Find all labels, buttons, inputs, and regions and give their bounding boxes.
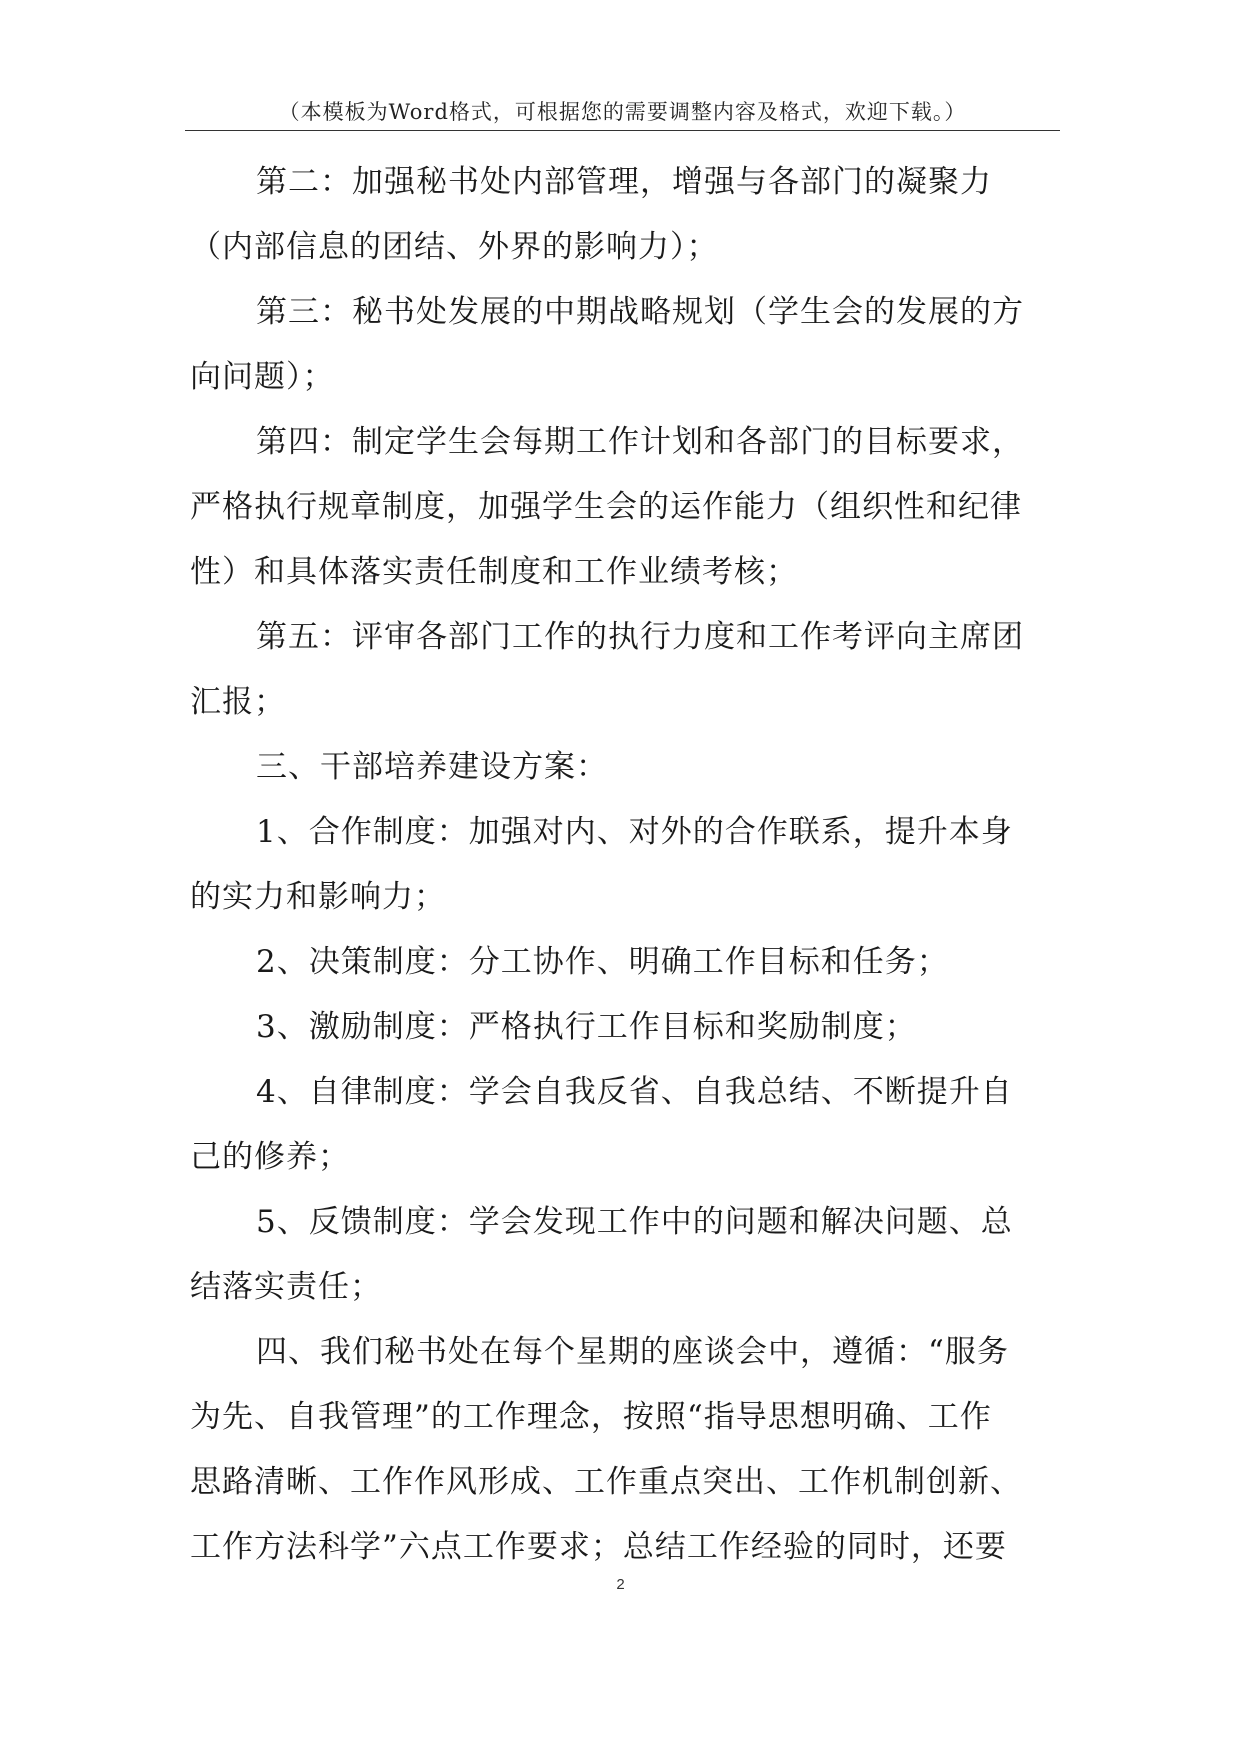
text-line: 工作方法科学”六点工作要求；总结工作经验的同时，还要 xyxy=(190,1529,1007,1565)
text-line: 性）和具体落实责任制度和工作业绩考核； xyxy=(190,554,798,590)
text-line: 2、决策制度：分工协作、明确工作目标和任务； xyxy=(256,944,949,980)
text-line: 第二：加强秘书处内部管理，增强与各部门的凝聚力 xyxy=(256,164,992,200)
text-line: 第五：评审各部门工作的执行力度和工作考评向主席团 xyxy=(256,619,1024,655)
text-line: 汇报； xyxy=(190,684,286,720)
section-heading: 三、干部培养建设方案： xyxy=(256,749,608,785)
text-line: 1、合作制度：加强对内、对外的合作联系，提升本身 xyxy=(256,814,1013,850)
text-line: 己的修养； xyxy=(190,1139,350,1175)
text-line: 严格执行规章制度，加强学生会的运作能力（组织性和纪律 xyxy=(190,489,1022,525)
section-heading: 四、我们秘书处在每个星期的座谈会中，遵循：“服务 xyxy=(256,1334,1009,1370)
page-number: 2 xyxy=(616,1576,625,1593)
text-line: （内部信息的团结、外界的影响力）； xyxy=(190,229,719,265)
text-line: 的实力和影响力； xyxy=(190,879,446,915)
text-line: 结落实责任； xyxy=(190,1269,382,1305)
document-body xyxy=(190,150,1060,1580)
text-line: 向问题）； xyxy=(190,359,335,395)
text-line: 5、反馈制度：学会发现工作中的问题和解决问题、总 xyxy=(256,1204,1013,1240)
text-line: 第四：制定学生会每期工作计划和各部门的目标要求， xyxy=(256,424,1024,460)
text-line: 4、自律制度：学会自我反省、自我总结、不断提升自 xyxy=(256,1074,1013,1110)
page-header-note: （本模板为Word格式，可根据您的需要调整内容及格式，欢迎下载。） xyxy=(278,100,967,124)
text-line: 思路清晰、工作作风形成、工作重点突出、工作机制创新、 xyxy=(190,1464,1022,1500)
text-line: 第三：秘书处发展的中期战略规划（学生会的发展的方 xyxy=(256,294,1024,330)
header-divider xyxy=(185,130,1060,131)
text-line: 为先、自我管理”的工作理念，按照“指导思想明确、工作 xyxy=(190,1399,992,1435)
text-line: 3、激励制度：严格执行工作目标和奖励制度； xyxy=(256,1009,917,1045)
